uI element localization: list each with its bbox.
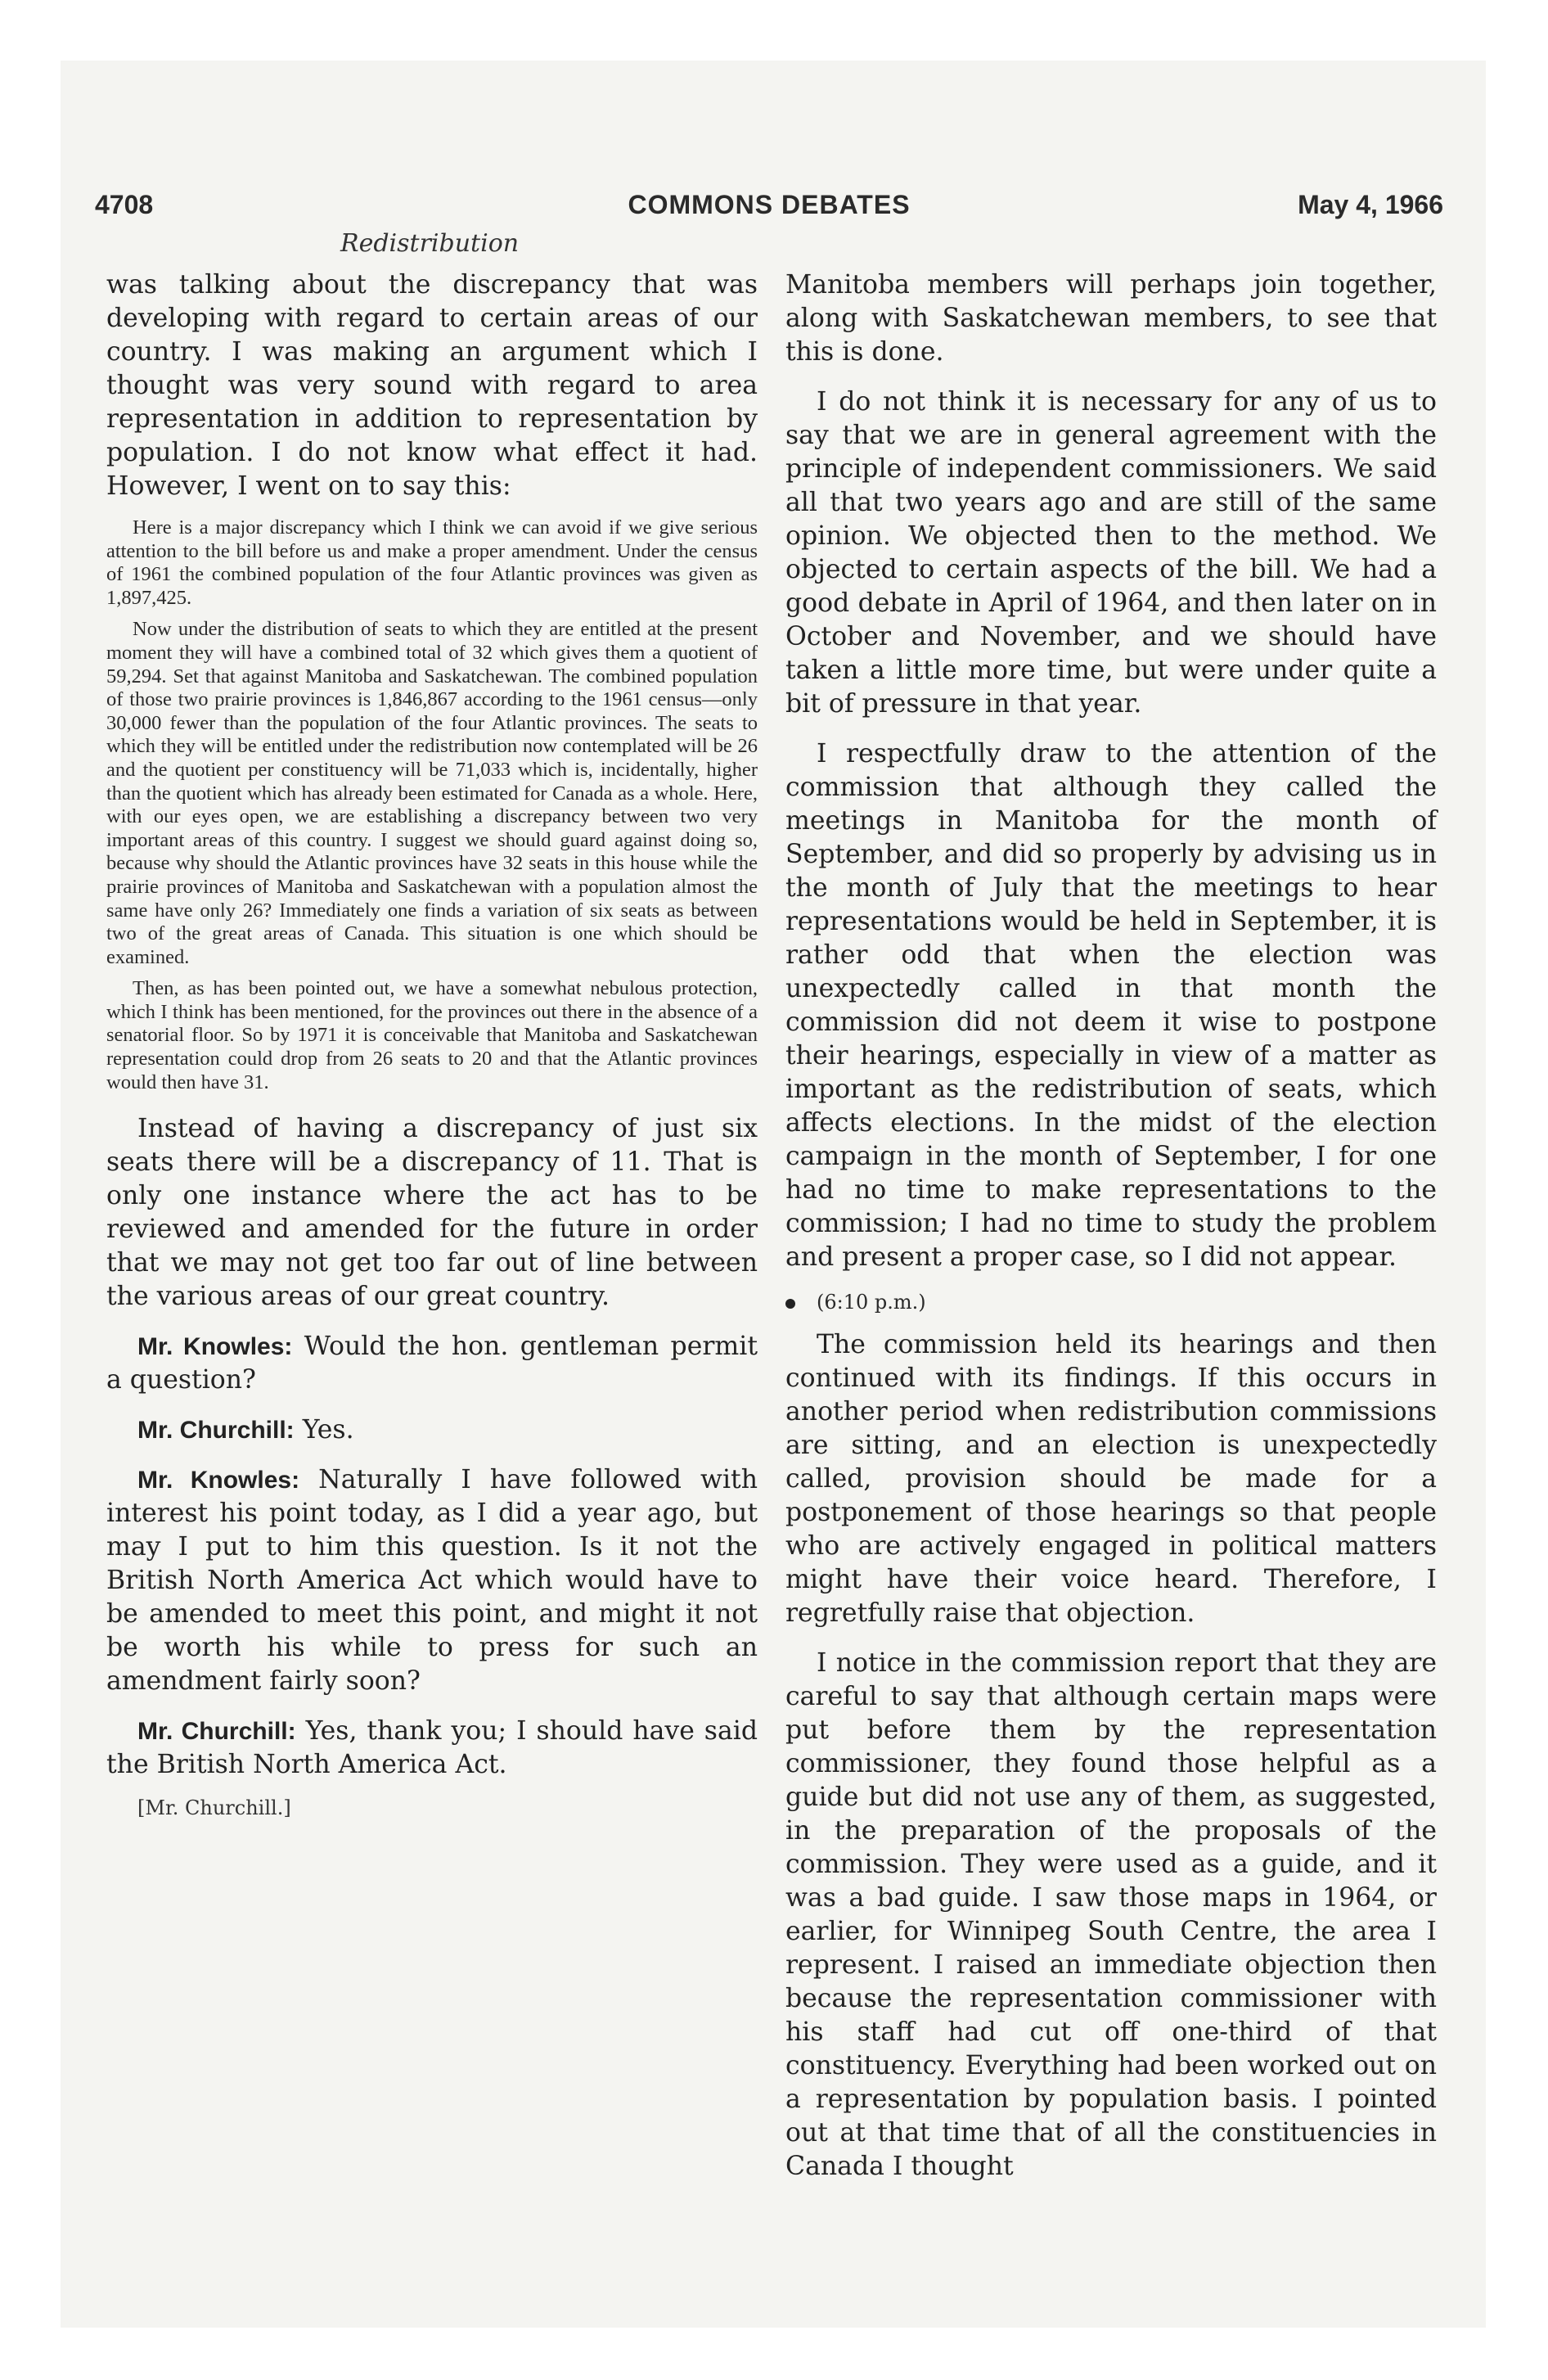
- speaker-name: Mr. Churchill:: [137, 1718, 296, 1746]
- left-column: [106, 268, 758, 1819]
- right-column: [785, 268, 1437, 2184]
- page-header: [95, 190, 1443, 223]
- paragraph: Manitoba members will perhaps join together, along with Saskatchewan members, to see that this is done.: [785, 270, 1437, 367]
- paragraph: I do not think it is necessary for any of us to say that we are in general agreement with the principle of independent commissioners. We said all that two years ago and are still of the same opinion. We objected then to the method. We objected to certain aspects of the bill. We had a good debate in April of 1964, and then later on in October and November, and we should have taken a little more time, but were under quite a bit of pressure in that year.: [785, 387, 1437, 719]
- running-head: Redistribution: [340, 229, 520, 258]
- speech: [106, 1413, 758, 1447]
- speaker-name: Mr. Churchill:: [137, 1417, 295, 1445]
- speech-text: Naturally I have followed with interest his point today, as I did a year ago, but may I put to him this question. Is it not the British North America Act which would have to be amended to meet this point, and might it not be worth his while to press for such an amendment fairly soon?: [106, 1465, 758, 1697]
- block-quote: Here is a major discrepancy which I think we can avoid if we give serious attention to the bill before us and make a proper amendment. Under the census of 1961 the combined population of the four Atlantic provinces was given as 1,897,425.: [106, 516, 758, 609]
- speech: [106, 1463, 758, 1698]
- speech: [106, 1330, 758, 1397]
- debate-date: May 4, 1966: [1298, 190, 1443, 219]
- speech-text: Would the hon. gentleman permit a question?: [106, 1332, 758, 1395]
- publication-title: COMMONS DEBATES: [628, 190, 911, 219]
- speech: [106, 1715, 758, 1782]
- paragraph: I respectfully draw to the attention of the commission that although they called the meetings in Manitoba for the month of September, and did so properly by advising us in the month of July that the meetings to hear representations would be held in September, it is rather odd that when the election was unexpectedly called in that month the commission did not deem it wise to postpone their hearings, especially in view of a matter as important as the redistribution of seats, which affects elections. In the midst of the election campaign in the month of September, I for one had no time to make representations to the commission; I had no time to study the problem and present a proper case, so I did not appear.: [785, 739, 1437, 1272]
- paragraph: The commission held its hearings and then continued with its findings. If this occurs in another period when redistribution commissions are sitting, and an election is unexpectedly called, provision should be made for a postponement of those hearings so that people who are actively engaged in political matters might have their voice heard. Therefore, I regretfully raise that objection.: [785, 1330, 1437, 1628]
- block-quote: Then, as has been pointed out, we have a somewhat nebulous protection, which I think has been mentioned, for the provinces out there in the absence of a senatorial floor. So by 1971 it is conceivable that Manitoba and Saskatchewan representation could drop from 26 seats to 20 and that the Atlantic provinces would then have 31.: [106, 977, 758, 1093]
- speech-text: Yes.: [294, 1415, 354, 1445]
- timestamp: [785, 1291, 1437, 1314]
- page-number: 4708: [95, 190, 154, 219]
- speaker-name: Mr. Knowles:: [137, 1467, 300, 1494]
- speech-text: Yes, thank you; I should have said the British North America Act.: [106, 1716, 758, 1780]
- paragraph: was talking about the discrepancy that was developing with regard to certain areas of our country. I was making an argument which I thought was very sound with regard to area representation in addition to representation by population. I do not know what effect it had. However, I went on to say this:: [106, 270, 758, 501]
- speaker-footnote: [Mr. Churchill.]: [137, 1796, 291, 1820]
- timestamp-text: (6:10 p.m.): [817, 1291, 926, 1314]
- speaker-name: Mr. Knowles:: [137, 1333, 293, 1361]
- bullet-icon: [785, 1299, 795, 1309]
- paragraph: Instead of having a discrepancy of just six seats there will be a discrepancy of 11. That is only one instance where the act has to be reviewed and amended for the future in order that we may not get too far out of line between the various areas of our great country.: [106, 1114, 758, 1312]
- paragraph: I notice in the commission report that they are careful to say that although certain maps were put before them by the representation commissioner, they found those helpful as a guide but did not use any of them, as suggested, in the preparation of the proposals of the commission. They were used as a guide, and it was a bad guide. I saw those maps in 1964, or earlier, for Winnipeg South Centre, the area I represent. I raised an immediate objection then because the representation commissioner with his staff had cut off one-third of that constituency. Everything had been worked out on a representation by population basis. I pointed out at that time that of all the constituencies in Canada I thought: [785, 1648, 1437, 2181]
- block-quote: Now under the distribution of seats to which they are entitled at the present moment they will have a combined total of 32 which gives them a quotient of 59,294. Set that against Manitoba and Saskatchewan. The combined population of those two prairie provinces is 1,846,867 according to the 1961 census—only 30,000 fewer than the population of the four Atlantic provinces. The seats to which they will be entitled under the redistribution now contemplated will be 26 and the quotient per constituency will be 71,033 which is, incidentally, higher than the quotient which has already been estimated for Canada as a whole. Here, with our eyes open, we are establishing a discrepancy between two very important areas of this country. I suggest we should guard against doing so, because why should the Atlantic provinces have 32 seats in this house while the prairie provinces of Manitoba and Saskatchewan with a population almost the same have only 26? Immediately one finds a variation of six seats as between two of the great areas of Canada. This situation is one which should be examined.: [106, 618, 758, 968]
